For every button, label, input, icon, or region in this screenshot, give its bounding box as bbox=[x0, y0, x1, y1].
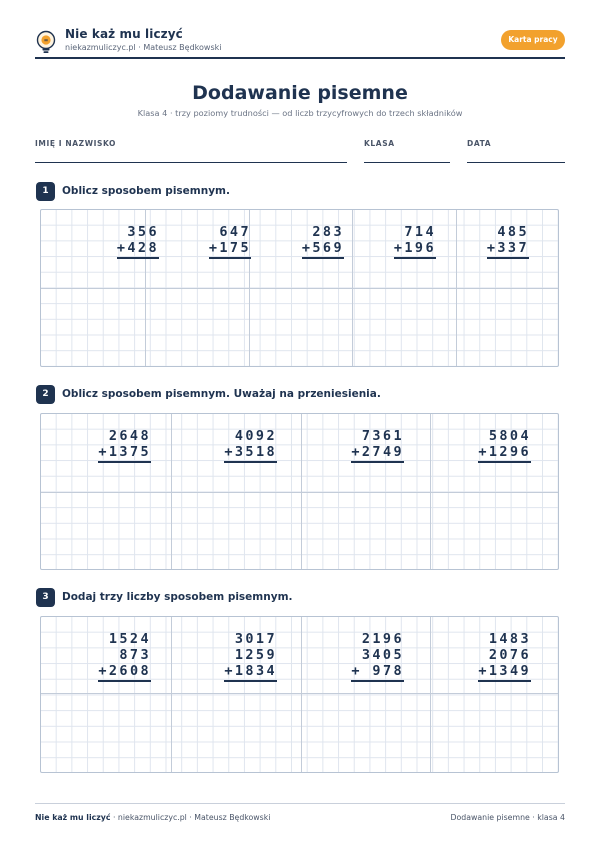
addend-row-with-plus: +1375 bbox=[98, 444, 151, 460]
sum-line bbox=[117, 257, 159, 259]
sum-line bbox=[302, 257, 344, 259]
section-2-grid[interactable] bbox=[40, 413, 559, 570]
date-field-label: DATA bbox=[467, 139, 492, 148]
addend-row: 485 bbox=[497, 224, 529, 240]
sum-line bbox=[351, 461, 404, 463]
sum-line bbox=[478, 461, 531, 463]
section-1-number: 1 bbox=[36, 182, 55, 201]
addition-problem bbox=[351, 631, 404, 682]
brand-subtitle: niekazmuliczyc.pl · Mateusz Będkowski bbox=[65, 43, 222, 52]
footer-divider bbox=[35, 803, 565, 804]
sum-line bbox=[224, 461, 277, 463]
page-title: Dodawanie pisemne bbox=[192, 82, 408, 104]
addend-row-with-plus: +3518 bbox=[224, 444, 277, 460]
footer-brand: Nie każ mu liczyć bbox=[35, 813, 111, 822]
name-field-line[interactable] bbox=[35, 162, 347, 163]
section-3-title: Dodaj trzy liczby sposobem pisemnym. bbox=[62, 591, 293, 603]
addend-row-with-plus: +1349 bbox=[478, 663, 531, 679]
addition-problem bbox=[478, 631, 531, 682]
addend-row: 1483 bbox=[488, 631, 531, 647]
addition-problem bbox=[98, 631, 151, 682]
sum-line bbox=[394, 257, 436, 259]
section-1-title: Oblicz sposobem pisemnym. bbox=[62, 185, 230, 197]
addend-row: 714 bbox=[404, 224, 436, 240]
addition-problem bbox=[117, 224, 159, 259]
footer-credit-rest: · niekazmuliczyc.pl · Mateusz Będkowski bbox=[110, 813, 271, 822]
addend-row: 647 bbox=[219, 224, 251, 240]
section-3-number: 3 bbox=[36, 588, 55, 607]
grid-row-divider bbox=[41, 492, 558, 493]
addition-problem bbox=[224, 631, 277, 682]
brand bbox=[65, 27, 221, 52]
worksheet-badge: Karta pracy bbox=[501, 30, 565, 50]
addend-row-with-plus: +337 bbox=[486, 240, 529, 256]
addition-problem bbox=[224, 428, 277, 463]
class-field-label: KLASA bbox=[364, 139, 395, 148]
page-subtitle: Klasa 4 · trzy poziomy trudności — od liczb trzycyfrowych do trzech składników bbox=[137, 108, 463, 118]
grid-column-divider bbox=[301, 617, 302, 772]
sum-line bbox=[487, 257, 529, 259]
section-2-number: 2 bbox=[36, 385, 55, 404]
section-2-title: Oblicz sposobem pisemnym. Uważaj na przeniesienia. bbox=[62, 388, 381, 400]
addend-row: 356 bbox=[127, 224, 159, 240]
addend-row: 5804 bbox=[488, 428, 531, 444]
date-field-line[interactable] bbox=[467, 162, 565, 163]
addend-row: 3405 bbox=[361, 647, 404, 663]
footer-page-label: Dodawanie pisemne · klasa 4 bbox=[450, 813, 565, 822]
sum-line bbox=[478, 680, 531, 682]
addend-row: 2076 bbox=[488, 647, 531, 663]
grid-row-divider bbox=[41, 693, 558, 694]
addend-row: 1259 bbox=[234, 647, 277, 663]
addition-problem bbox=[351, 428, 404, 463]
addition-problem bbox=[302, 224, 344, 259]
sum-line bbox=[98, 680, 151, 682]
addition-problem bbox=[394, 224, 436, 259]
addition-problem bbox=[478, 428, 531, 463]
addend-row-with-plus: +569 bbox=[301, 240, 344, 256]
grid-column-divider bbox=[430, 617, 431, 772]
sum-line bbox=[224, 680, 277, 682]
addend-row: 4092 bbox=[234, 428, 277, 444]
sum-line bbox=[98, 461, 151, 463]
addend-row-with-plus: +2749 bbox=[351, 444, 404, 460]
footer-credit bbox=[35, 813, 270, 822]
header-divider bbox=[35, 57, 565, 59]
addend-row-with-plus: +196 bbox=[393, 240, 436, 256]
addend-row: 283 bbox=[312, 224, 344, 240]
lightbulb-logo-icon bbox=[35, 30, 57, 54]
sum-line bbox=[209, 257, 251, 259]
svg-text:=: = bbox=[43, 38, 49, 45]
section-3-grid[interactable] bbox=[40, 616, 559, 773]
addend-row: 873 bbox=[119, 647, 151, 663]
addend-row: 2648 bbox=[108, 428, 151, 444]
addend-row: 3017 bbox=[234, 631, 277, 647]
addend-row: 7361 bbox=[361, 428, 404, 444]
addend-row-with-plus: + 978 bbox=[351, 663, 404, 679]
class-field-line[interactable] bbox=[364, 162, 450, 163]
addition-problem bbox=[487, 224, 529, 259]
addend-row-with-plus: +1834 bbox=[224, 663, 277, 679]
page-header bbox=[35, 27, 565, 59]
addend-row: 2196 bbox=[361, 631, 404, 647]
addend-row-with-plus: +2608 bbox=[98, 663, 151, 679]
addend-row: 1524 bbox=[108, 631, 151, 647]
addend-row-with-plus: +428 bbox=[116, 240, 159, 256]
addition-problem bbox=[98, 428, 151, 463]
section-1-grid[interactable] bbox=[40, 209, 559, 367]
addend-row-with-plus: +175 bbox=[208, 240, 251, 256]
addition-problem bbox=[209, 224, 251, 259]
sum-line bbox=[351, 680, 404, 682]
brand-name: Nie każ mu liczyć bbox=[65, 27, 183, 41]
addend-row-with-plus: +1296 bbox=[478, 444, 531, 460]
name-field-label: IMIĘ I NAZWISKO bbox=[35, 139, 117, 148]
grid-row-divider bbox=[41, 288, 558, 289]
grid-column-divider bbox=[171, 617, 172, 772]
